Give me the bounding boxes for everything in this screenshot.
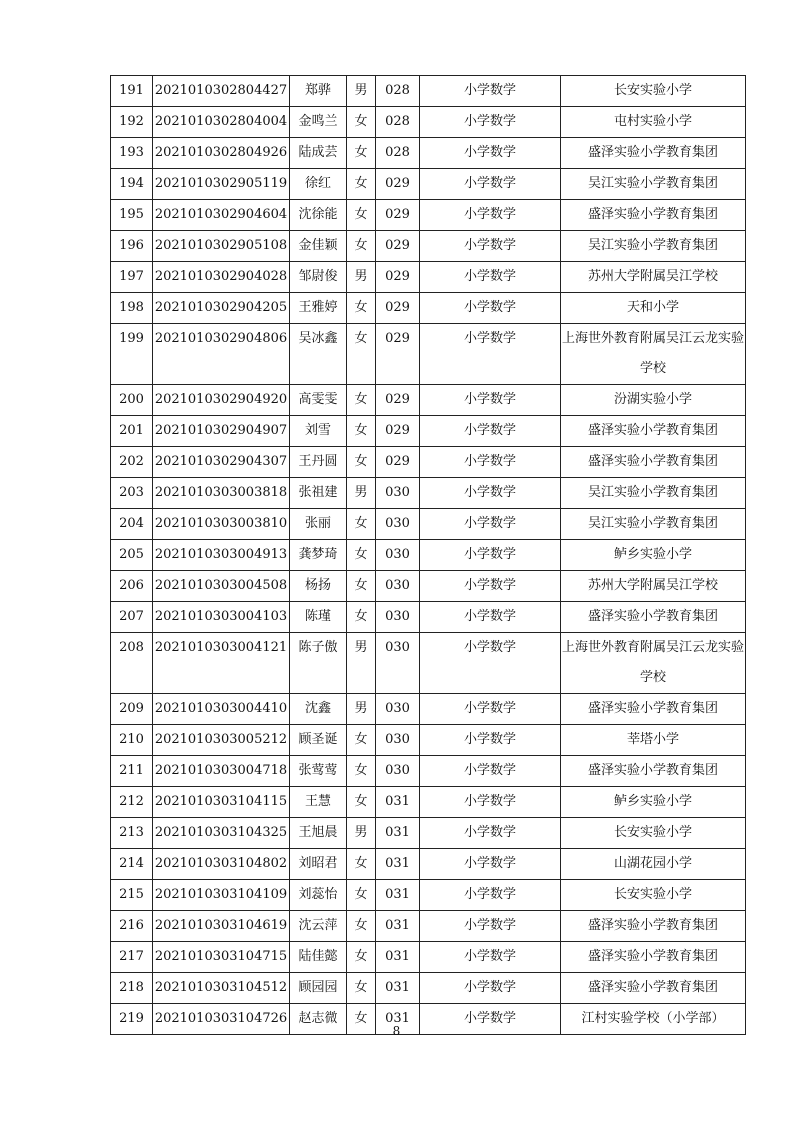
gender-cell: 女 xyxy=(347,942,376,973)
name-cell: 张丽 xyxy=(290,509,347,540)
serial-number-cell: 213 xyxy=(111,818,153,849)
school-cell: 上海世外教育附属吴江云龙实验学校 xyxy=(561,633,746,694)
name-cell: 高雯雯 xyxy=(290,385,347,416)
name-cell: 陈子傲 xyxy=(290,633,347,694)
group-code-cell: 031 xyxy=(376,911,420,942)
serial-number-cell: 192 xyxy=(111,107,153,138)
table-row xyxy=(111,571,746,602)
gender-cell: 女 xyxy=(347,911,376,942)
subject-cell: 小学数学 xyxy=(420,849,561,880)
group-code-cell: 029 xyxy=(376,169,420,200)
name-cell: 赵志微 xyxy=(290,1004,347,1035)
exam-id-cell: 2021010302904205 xyxy=(153,293,290,324)
subject-cell: 小学数学 xyxy=(420,138,561,169)
serial-number-cell: 210 xyxy=(111,725,153,756)
serial-number-cell: 207 xyxy=(111,602,153,633)
subject-cell: 小学数学 xyxy=(420,787,561,818)
group-code-cell: 028 xyxy=(376,76,420,107)
name-cell: 刘雪 xyxy=(290,416,347,447)
serial-number-cell: 199 xyxy=(111,324,153,385)
group-code-cell: 029 xyxy=(376,416,420,447)
table-row xyxy=(111,849,746,880)
table-row xyxy=(111,540,746,571)
table-row xyxy=(111,478,746,509)
school-cell: 盛泽实验小学教育集团 xyxy=(561,942,746,973)
roster-body xyxy=(111,76,746,1035)
exam-id-cell: 2021010302804926 xyxy=(153,138,290,169)
gender-cell: 女 xyxy=(347,416,376,447)
subject-cell: 小学数学 xyxy=(420,973,561,1004)
exam-id-cell: 2021010303004103 xyxy=(153,602,290,633)
school-cell: 长安实验小学 xyxy=(561,818,746,849)
name-cell: 王旭晨 xyxy=(290,818,347,849)
gender-cell: 男 xyxy=(347,478,376,509)
group-code-cell: 028 xyxy=(376,107,420,138)
school-cell: 汾湖实验小学 xyxy=(561,385,746,416)
exam-id-cell: 2021010302905119 xyxy=(153,169,290,200)
exam-id-cell: 2021010302904806 xyxy=(153,324,290,385)
exam-id-cell: 2021010303004913 xyxy=(153,540,290,571)
group-code-cell: 029 xyxy=(376,293,420,324)
name-cell: 张莺莺 xyxy=(290,756,347,787)
table-row xyxy=(111,633,746,694)
group-code-cell: 029 xyxy=(376,324,420,385)
gender-cell: 女 xyxy=(347,138,376,169)
serial-number-cell: 211 xyxy=(111,756,153,787)
group-code-cell: 029 xyxy=(376,262,420,293)
subject-cell: 小学数学 xyxy=(420,76,561,107)
serial-number-cell: 204 xyxy=(111,509,153,540)
table-row xyxy=(111,694,746,725)
school-cell: 盛泽实验小学教育集团 xyxy=(561,416,746,447)
name-cell: 徐红 xyxy=(290,169,347,200)
name-cell: 郑骅 xyxy=(290,76,347,107)
gender-cell: 女 xyxy=(347,756,376,787)
name-cell: 吴冰鑫 xyxy=(290,324,347,385)
name-cell: 张祖建 xyxy=(290,478,347,509)
name-cell: 王丹圆 xyxy=(290,447,347,478)
table-row xyxy=(111,787,746,818)
table-row xyxy=(111,169,746,200)
table-row xyxy=(111,416,746,447)
serial-number-cell: 208 xyxy=(111,633,153,694)
exam-id-cell: 2021010302904604 xyxy=(153,200,290,231)
serial-number-cell: 216 xyxy=(111,911,153,942)
subject-cell: 小学数学 xyxy=(420,509,561,540)
gender-cell: 女 xyxy=(347,385,376,416)
name-cell: 陆佳懿 xyxy=(290,942,347,973)
exam-id-cell: 2021010303003818 xyxy=(153,478,290,509)
name-cell: 刘昭君 xyxy=(290,849,347,880)
table-row xyxy=(111,725,746,756)
group-code-cell: 030 xyxy=(376,571,420,602)
subject-cell: 小学数学 xyxy=(420,756,561,787)
school-cell: 盛泽实验小学教育集团 xyxy=(561,694,746,725)
gender-cell: 男 xyxy=(347,262,376,293)
gender-cell: 女 xyxy=(347,849,376,880)
school-cell: 盛泽实验小学教育集团 xyxy=(561,756,746,787)
gender-cell: 女 xyxy=(347,602,376,633)
serial-number-cell: 194 xyxy=(111,169,153,200)
exam-id-cell: 2021010302804427 xyxy=(153,76,290,107)
exam-id-cell: 2021010302904907 xyxy=(153,416,290,447)
table-row xyxy=(111,385,746,416)
subject-cell: 小学数学 xyxy=(420,385,561,416)
page-number: 8 xyxy=(392,1024,401,1038)
name-cell: 沈徐能 xyxy=(290,200,347,231)
exam-id-cell: 2021010303104802 xyxy=(153,849,290,880)
table-row xyxy=(111,200,746,231)
serial-number-cell: 214 xyxy=(111,849,153,880)
gender-cell: 女 xyxy=(347,324,376,385)
name-cell: 陆成芸 xyxy=(290,138,347,169)
exam-id-cell: 2021010303004121 xyxy=(153,633,290,694)
group-code-cell: 031 xyxy=(376,973,420,1004)
serial-number-cell: 215 xyxy=(111,880,153,911)
gender-cell: 男 xyxy=(347,694,376,725)
serial-number-cell: 191 xyxy=(111,76,153,107)
exam-id-cell: 2021010303104512 xyxy=(153,973,290,1004)
group-code-cell: 029 xyxy=(376,231,420,262)
subject-cell: 小学数学 xyxy=(420,571,561,602)
subject-cell: 小学数学 xyxy=(420,880,561,911)
gender-cell: 男 xyxy=(347,76,376,107)
exam-id-cell: 2021010303004718 xyxy=(153,756,290,787)
exam-id-cell: 2021010303104715 xyxy=(153,942,290,973)
gender-cell: 女 xyxy=(347,107,376,138)
serial-number-cell: 198 xyxy=(111,293,153,324)
name-cell: 沈云萍 xyxy=(290,911,347,942)
name-cell: 杨扬 xyxy=(290,571,347,602)
serial-number-cell: 205 xyxy=(111,540,153,571)
serial-number-cell: 193 xyxy=(111,138,153,169)
exam-id-cell: 2021010303004508 xyxy=(153,571,290,602)
serial-number-cell: 218 xyxy=(111,973,153,1004)
school-cell: 上海世外教育附属吴江云龙实验学校 xyxy=(561,324,746,385)
table-row xyxy=(111,107,746,138)
subject-cell: 小学数学 xyxy=(420,818,561,849)
table-row xyxy=(111,880,746,911)
table-row xyxy=(111,509,746,540)
exam-id-cell: 2021010303003810 xyxy=(153,509,290,540)
group-code-cell: 031 xyxy=(376,1004,420,1035)
table-row xyxy=(111,138,746,169)
gender-cell: 女 xyxy=(347,293,376,324)
school-cell: 盛泽实验小学教育集团 xyxy=(561,200,746,231)
school-cell: 江村实验学校（小学部） xyxy=(561,1004,746,1035)
group-code-cell: 030 xyxy=(376,509,420,540)
name-cell: 顾园园 xyxy=(290,973,347,1004)
table-row xyxy=(111,756,746,787)
exam-id-cell: 2021010302904920 xyxy=(153,385,290,416)
subject-cell: 小学数学 xyxy=(420,324,561,385)
serial-number-cell: 197 xyxy=(111,262,153,293)
subject-cell: 小学数学 xyxy=(420,602,561,633)
group-code-cell: 030 xyxy=(376,725,420,756)
table-row xyxy=(111,602,746,633)
serial-number-cell: 203 xyxy=(111,478,153,509)
subject-cell: 小学数学 xyxy=(420,911,561,942)
group-code-cell: 031 xyxy=(376,818,420,849)
subject-cell: 小学数学 xyxy=(420,540,561,571)
school-cell: 吴江实验小学教育集团 xyxy=(561,169,746,200)
subject-cell: 小学数学 xyxy=(420,725,561,756)
group-code-cell: 030 xyxy=(376,756,420,787)
name-cell: 王慧 xyxy=(290,787,347,818)
serial-number-cell: 201 xyxy=(111,416,153,447)
gender-cell: 女 xyxy=(347,1004,376,1035)
name-cell: 顾圣诞 xyxy=(290,725,347,756)
school-cell: 盛泽实验小学教育集团 xyxy=(561,973,746,1004)
subject-cell: 小学数学 xyxy=(420,416,561,447)
school-cell: 长安实验小学 xyxy=(561,76,746,107)
serial-number-cell: 219 xyxy=(111,1004,153,1035)
school-cell: 吴江实验小学教育集团 xyxy=(561,478,746,509)
exam-id-cell: 2021010303005212 xyxy=(153,725,290,756)
serial-number-cell: 212 xyxy=(111,787,153,818)
subject-cell: 小学数学 xyxy=(420,1004,561,1035)
name-cell: 金佳颖 xyxy=(290,231,347,262)
table-row xyxy=(111,262,746,293)
school-cell: 盛泽实验小学教育集团 xyxy=(561,602,746,633)
roster-table xyxy=(110,75,746,1035)
name-cell: 陈瑾 xyxy=(290,602,347,633)
gender-cell: 女 xyxy=(347,571,376,602)
group-code-cell: 029 xyxy=(376,447,420,478)
subject-cell: 小学数学 xyxy=(420,478,561,509)
school-cell: 盛泽实验小学教育集团 xyxy=(561,911,746,942)
school-cell: 长安实验小学 xyxy=(561,880,746,911)
group-code-cell: 030 xyxy=(376,478,420,509)
exam-id-cell: 2021010302904307 xyxy=(153,447,290,478)
exam-id-cell: 2021010303104115 xyxy=(153,787,290,818)
subject-cell: 小学数学 xyxy=(420,200,561,231)
gender-cell: 男 xyxy=(347,818,376,849)
table-row xyxy=(111,324,746,385)
table-row xyxy=(111,942,746,973)
gender-cell: 女 xyxy=(347,540,376,571)
subject-cell: 小学数学 xyxy=(420,293,561,324)
table-row xyxy=(111,293,746,324)
exam-id-cell: 2021010303104325 xyxy=(153,818,290,849)
subject-cell: 小学数学 xyxy=(420,262,561,293)
exam-id-cell: 2021010303104726 xyxy=(153,1004,290,1035)
name-cell: 邹尉俊 xyxy=(290,262,347,293)
name-cell: 王雅婷 xyxy=(290,293,347,324)
exam-id-cell: 2021010302905108 xyxy=(153,231,290,262)
gender-cell: 男 xyxy=(347,633,376,694)
school-cell: 盛泽实验小学教育集团 xyxy=(561,447,746,478)
table-row xyxy=(111,911,746,942)
serial-number-cell: 209 xyxy=(111,694,153,725)
subject-cell: 小学数学 xyxy=(420,633,561,694)
group-code-cell: 029 xyxy=(376,385,420,416)
name-cell: 沈鑫 xyxy=(290,694,347,725)
school-cell: 莘塔小学 xyxy=(561,725,746,756)
name-cell: 刘蕊怡 xyxy=(290,880,347,911)
school-cell: 苏州大学附属吴江学校 xyxy=(561,571,746,602)
gender-cell: 女 xyxy=(347,509,376,540)
gender-cell: 女 xyxy=(347,169,376,200)
exam-id-cell: 2021010303104619 xyxy=(153,911,290,942)
school-cell: 盛泽实验小学教育集团 xyxy=(561,138,746,169)
gender-cell: 女 xyxy=(347,787,376,818)
school-cell: 吴江实验小学教育集团 xyxy=(561,509,746,540)
name-cell: 龚梦琦 xyxy=(290,540,347,571)
subject-cell: 小学数学 xyxy=(420,169,561,200)
table-row xyxy=(111,973,746,1004)
subject-cell: 小学数学 xyxy=(420,447,561,478)
group-code-cell: 028 xyxy=(376,138,420,169)
gender-cell: 女 xyxy=(347,200,376,231)
gender-cell: 女 xyxy=(347,725,376,756)
gender-cell: 女 xyxy=(347,973,376,1004)
school-cell: 鲈乡实验小学 xyxy=(561,787,746,818)
school-cell: 山湖花园小学 xyxy=(561,849,746,880)
subject-cell: 小学数学 xyxy=(420,107,561,138)
group-code-cell: 031 xyxy=(376,849,420,880)
group-code-cell: 030 xyxy=(376,633,420,694)
table-row xyxy=(111,76,746,107)
group-code-cell: 031 xyxy=(376,942,420,973)
exam-id-cell: 2021010303004410 xyxy=(153,694,290,725)
group-code-cell: 029 xyxy=(376,200,420,231)
table-row xyxy=(111,231,746,262)
gender-cell: 女 xyxy=(347,231,376,262)
serial-number-cell: 217 xyxy=(111,942,153,973)
subject-cell: 小学数学 xyxy=(420,231,561,262)
school-cell: 苏州大学附属吴江学校 xyxy=(561,262,746,293)
group-code-cell: 030 xyxy=(376,540,420,571)
serial-number-cell: 196 xyxy=(111,231,153,262)
school-cell: 天和小学 xyxy=(561,293,746,324)
school-cell: 鲈乡实验小学 xyxy=(561,540,746,571)
group-code-cell: 030 xyxy=(376,694,420,725)
gender-cell: 女 xyxy=(347,880,376,911)
exam-id-cell: 2021010302804004 xyxy=(153,107,290,138)
serial-number-cell: 202 xyxy=(111,447,153,478)
group-code-cell: 031 xyxy=(376,787,420,818)
serial-number-cell: 200 xyxy=(111,385,153,416)
table-row xyxy=(111,818,746,849)
name-cell: 金鸣兰 xyxy=(290,107,347,138)
school-cell: 屯村实验小学 xyxy=(561,107,746,138)
exam-id-cell: 2021010302904028 xyxy=(153,262,290,293)
table-row xyxy=(111,447,746,478)
group-code-cell: 030 xyxy=(376,602,420,633)
serial-number-cell: 206 xyxy=(111,571,153,602)
subject-cell: 小学数学 xyxy=(420,694,561,725)
serial-number-cell: 195 xyxy=(111,200,153,231)
exam-id-cell: 2021010303104109 xyxy=(153,880,290,911)
gender-cell: 女 xyxy=(347,447,376,478)
group-code-cell: 031 xyxy=(376,880,420,911)
school-cell: 吴江实验小学教育集团 xyxy=(561,231,746,262)
subject-cell: 小学数学 xyxy=(420,942,561,973)
